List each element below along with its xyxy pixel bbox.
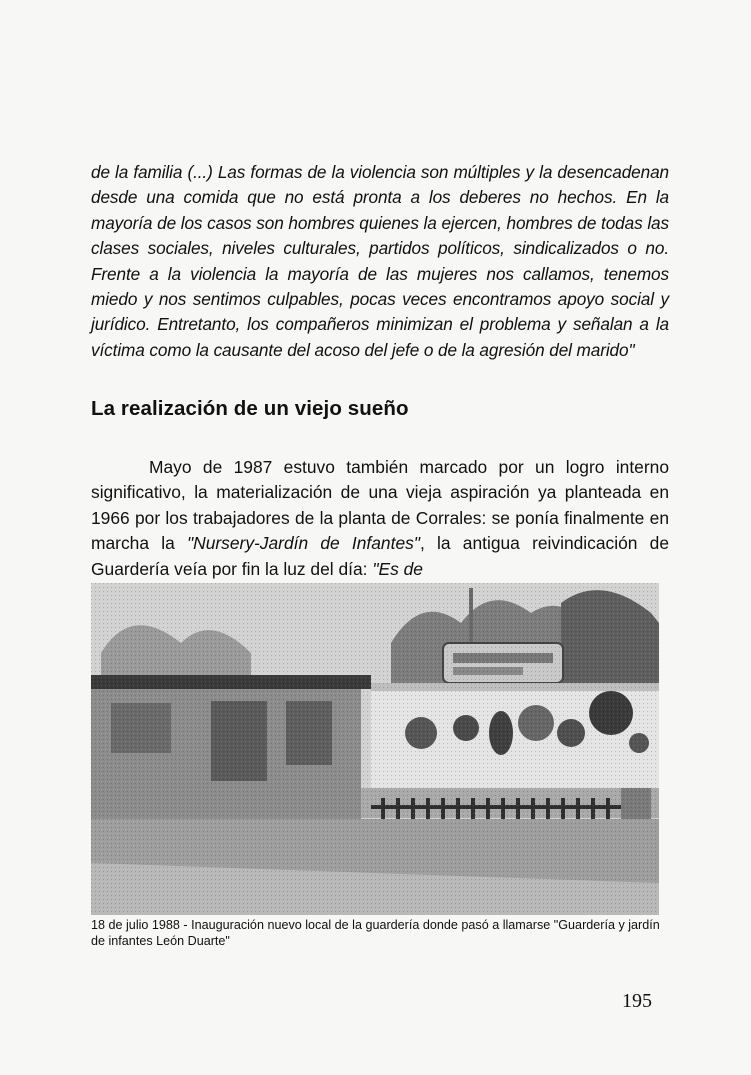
body-paragraph [91,455,669,582]
nursery-name: "Nursery-Jardín de Infantes" [186,533,420,554]
body-text-part2: , la antigua reivindicación de Guardería veía por fin la luz del día: [91,533,669,579]
quote-text: de la familia (...) Las formas de la violencia son múltiples y la desencadenan desde una comida que no está pronta a los deberes no hechos. En la mayoría de los casos son hombres quienes la ejercen, hombres de todas las clases sociales, niveles culturales, partidos políticos, sindicalizados o no. Frente a la violencia la mayoría de las mujeres nos callamos, tenemos miedo y nos sentimos culpables, pocas veces encontramos apoyo social y jurídico. Entretanto, los compañeros minimizan el problema y señalan a la víctima como la causante del acoso del jefe o de la agresión del marido" [91,162,669,360]
photo-caption: 18 de julio 1988 - Inauguración nuevo local de la guardería donde pasó a llamarse "Guardería y jardín de infantes León Duarte" [91,918,660,948]
section-heading: La realización de un viejo sueño [91,397,409,420]
body-text-part1: Mayo de 1987 estuvo también marcado por un logro interno significativo, la materialización de una vieja aspiración ya planteada en 1966 por los trabajadores de la planta de Corrales: se ponía finalmente en marcha la [91,457,669,554]
nursery-building-photo [91,583,659,915]
page-number: 195 [622,990,652,1012]
quoted-testimony [91,160,669,363]
quote-start: "Es de [372,558,423,579]
